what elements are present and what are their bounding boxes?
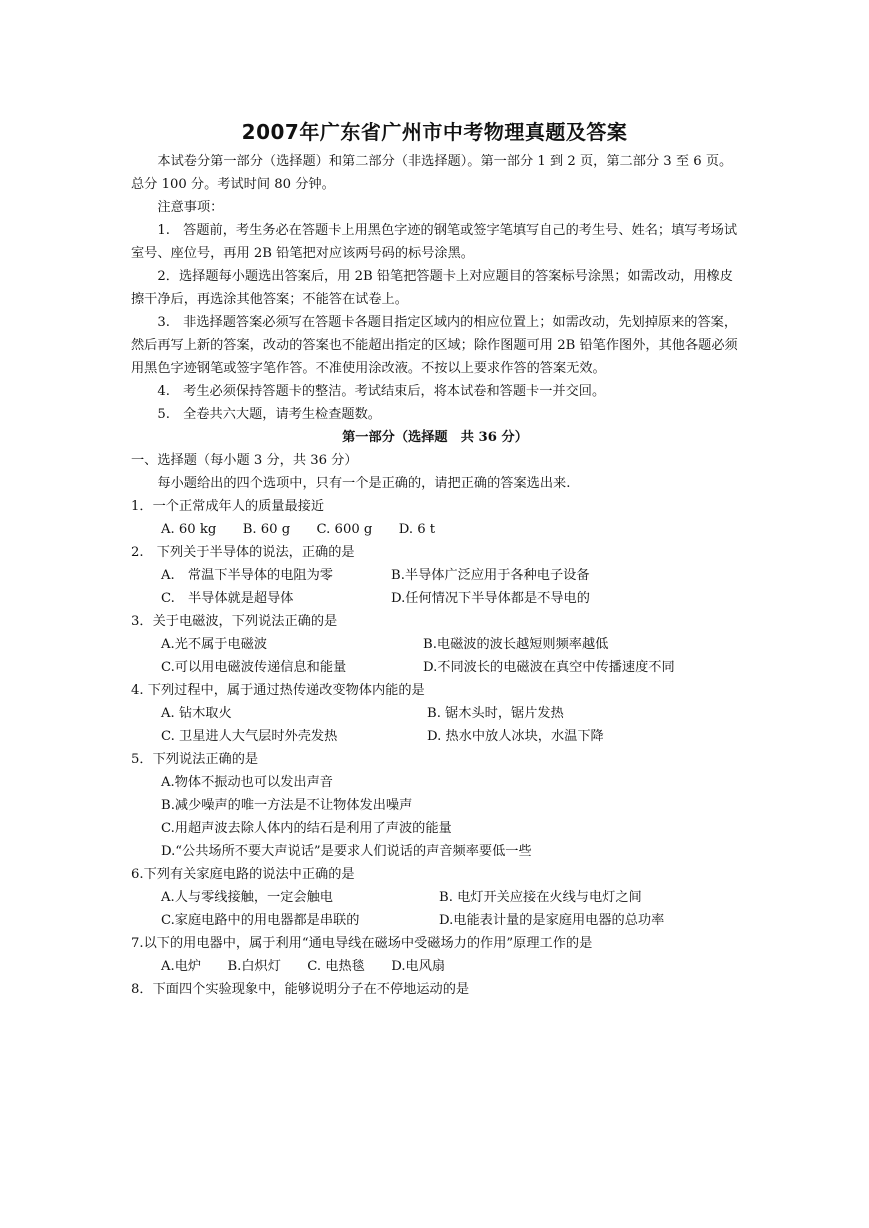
- option: C. 卫星进人大气层时外壳发热: [161, 729, 338, 744]
- option-row: [131, 633, 739, 656]
- intro-paragraph: 本试卷分第一部分（选择题）和第二部分（非选择题）。第一部分 1 到 2 页，第二部分 3 至 6 页。总分 100 分。考试时间 80 分钟。: [131, 154, 733, 192]
- option-row: [131, 725, 739, 748]
- question-options: A. 60 kg B. 60 g C. 600 g D. 6 t: [161, 522, 436, 537]
- option-row: [131, 886, 739, 909]
- option: D.任何情况下半导体都是不导电的: [391, 591, 590, 606]
- notice-item: 3. 非选择题答案必须写在答题卡各题目指定区域内的相应位置上；如需改动，先划掉原来的答案，然后再写上新的答案，改动的答案也不能超出指定的区域；除作图题可用 2B 铅笔作图外，其他各题必须用黑色字迹钢笔或签字笔作答。不准使用涂改液。不按以上要求作答的答案无效。: [131, 315, 738, 376]
- option: A. 钻木取火: [161, 706, 232, 721]
- option: B.减少噪声的唯一方法是不让物体发出噪声: [161, 798, 413, 813]
- question-options: A.电炉 B.白炽灯 C. 电热毯 D.电风扇: [161, 959, 446, 974]
- question-stem: 1．一个正常成年人的质量最接近: [131, 499, 325, 514]
- section1-instruction: 每小题给出的四个选项中，只有一个是正确的，请把正确的答案选出来.: [157, 476, 571, 491]
- option: A.光不属于电磁波: [161, 637, 268, 652]
- question-stem: 4. 下列过程中，属于通过热传递改变物体内能的是: [131, 683, 425, 698]
- option: B. 电灯开关应接在火线与电灯之间: [439, 890, 642, 905]
- document-body: [131, 150, 739, 1001]
- option: C.用超声波去除人体内的结石是利用了声波的能量: [161, 821, 452, 836]
- question-stem: 3．关于电磁波，下列说法正确的是: [131, 614, 338, 629]
- option: D.“公共场所不要大声说话”是要求人们说话的声音频率要低一些: [161, 844, 532, 859]
- option: B. 锯木头时，锯片发热: [427, 706, 564, 721]
- option: C.可以用电磁波传递信息和能量: [161, 660, 347, 675]
- option: A.人与零线接触，一定会触电: [161, 890, 333, 905]
- notice-item: 1. 答题前，考生务必在答题卡上用黑色字迹的钢笔或签字笔填写自己的考生号、姓名；填写考场试室号、座位号，再用 2B 铅笔把对应该两号码的标号涂黑。: [131, 223, 738, 261]
- option-row: [131, 587, 739, 610]
- option: A. 常温下半导体的电阻为零: [161, 568, 333, 583]
- option-row: [131, 564, 739, 587]
- option: B.半导体广泛应用于各种电子设备: [391, 568, 590, 583]
- question-stem: 7.以下的用电器中，属于利用“通电导线在磁场中受磁场力的作用”原理工作的是: [131, 936, 593, 951]
- notice-label: 注意事项：: [157, 200, 224, 215]
- page-title: 2007年广东省广州市中考物理真题及答案: [241, 120, 628, 144]
- notice-item: 4. 考生必须保持答题卡的整洁。考试结束后，将本试卷和答题卡一并交回。: [157, 384, 606, 399]
- option: D.电能表计量的是家庭用电器的总功率: [439, 913, 665, 928]
- notice-item: 2．选择题每小题选出答案后，用 2B 铅笔把答题卡上对应题目的答案标号涂黑；如需改动，用橡皮擦干净后，再选涂其他答案；不能答在试卷上。: [131, 269, 733, 307]
- option: C. 半导体就是超导体: [161, 591, 294, 606]
- section1-heading: 一、选择题（每小题 3 分，共 36 分）: [131, 453, 358, 468]
- option: B.电磁波的波长越短则频率越低: [423, 637, 609, 652]
- option: D. 热水中放人冰块，水温下降: [427, 729, 604, 744]
- option: A.物体不振动也可以发出声音: [161, 775, 333, 790]
- question-stem: 8．下面四个实验现象中，能够说明分子在不停地运动的是: [131, 982, 470, 997]
- option: D.不同波长的电磁波在真空中传播速度不同: [423, 660, 675, 675]
- option-row: [131, 909, 739, 932]
- question-stem: 6.下列有关家庭电路的说法中正确的是: [131, 867, 355, 882]
- option-row: [131, 656, 739, 679]
- notice-item: 5. 全卷共六大题，请考生检查题数。: [157, 407, 381, 422]
- option: C.家庭电路中的用电器都是串联的: [161, 913, 360, 928]
- part1-heading: 第一部分（选择题 共 36 分）: [342, 430, 528, 445]
- question-stem: 5．下列说法正确的是: [131, 752, 259, 767]
- option-row: [131, 702, 739, 725]
- question-stem: 2. 下列关于半导体的说法，正确的是: [131, 545, 355, 560]
